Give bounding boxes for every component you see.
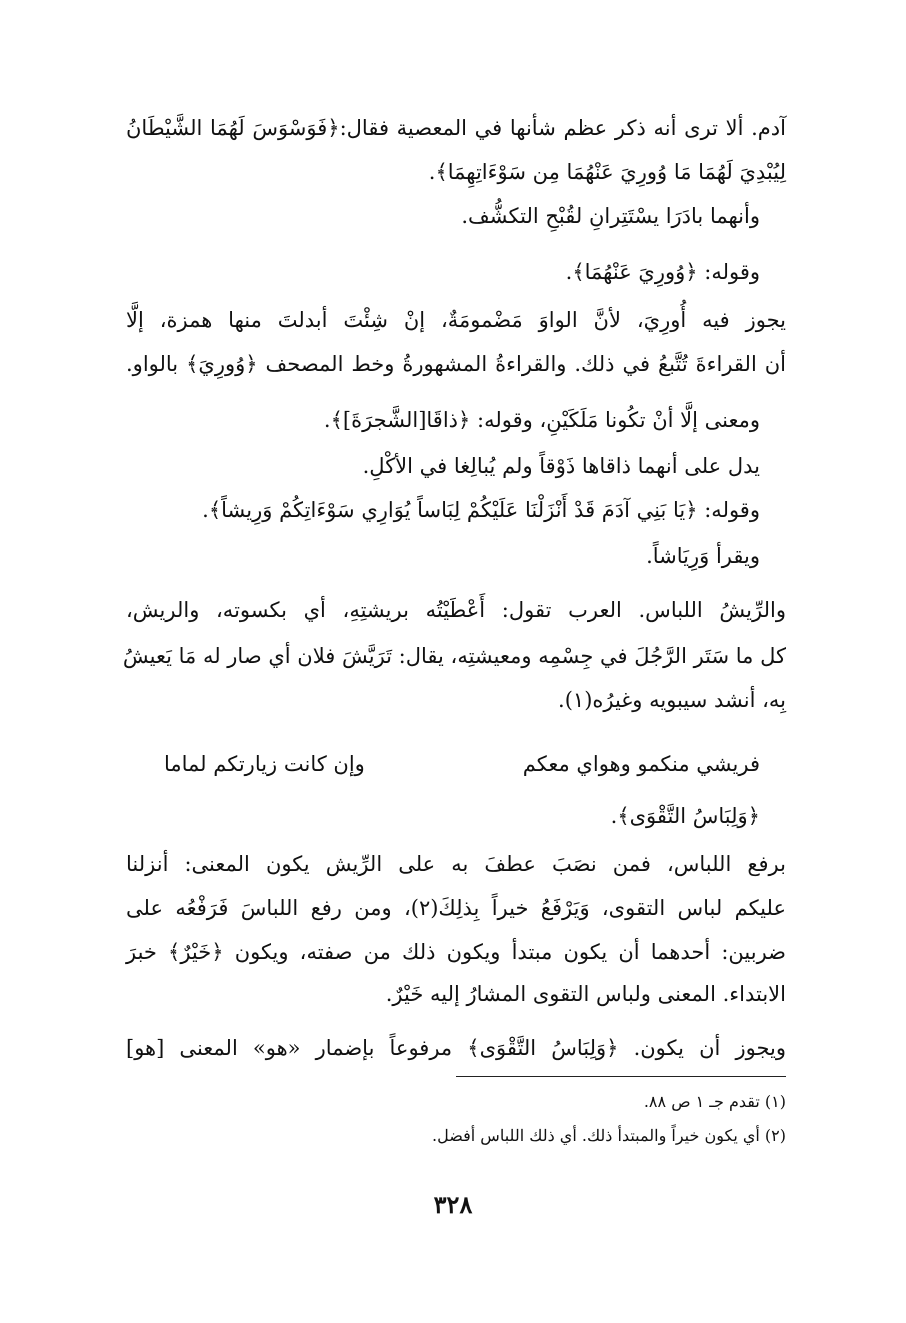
text-line: الابتداء. المعنى ولباس التقوى المشارُ إليه خَيْرٌ. [385, 982, 786, 1006]
text-line: والرِّيشُ اللباس. العرب تقول: أَعْطَيْتُه بريشتِهِ، أي بكسوته، والريش، [126, 598, 786, 622]
text-line: ويجوز أن يكون. ﴿وَلِبَاسُ التَّقْوَى﴾ مرفوعاً بإضمار «هو» المعنى [هو] [126, 1036, 786, 1060]
text-line: كل ما سَتَر الرَّجُلَ في جِسْمِه ومعيشتِه، يقال: تَرَيَّشَ فلان أي صار له مَا يَعيشُ [122, 644, 786, 668]
text-line: لِيُبْدِيَ لَهُمَا مَا وُورِيَ عَنْهُمَا مِن سَوْءَاتِهِمَا﴾. [428, 160, 786, 184]
footnote-separator [456, 1076, 786, 1077]
text-line: يدل على أنهما ذاقاها ذَوْقاً ولم يُبالِغا في الأكْلِ. [362, 454, 760, 478]
text-line: أن القراءةَ تُتَّبعُ في ذلك. والقراءةُ المشهورةُ وخط المصحف ﴿وُورِيَ﴾ بالواو. [126, 352, 786, 376]
text-line: ﴿وَلِبَاسُ التَّقْوَى﴾. [610, 804, 760, 828]
text-line: ومعنى إلَّا أنْ تكُونا مَلَكَيْنِ، وقوله: ﴿ذاقَا[الشَّجرَةَ]﴾. [323, 408, 760, 432]
text-line: وأنهما بادَرَا يسْتَتِرانِ لقُبْحِ التكشُّف. [461, 204, 760, 228]
footnote: (١) تقدم جـ ١ ص ٨٨. [643, 1092, 786, 1111]
footnote: (٢) أي يكون خيراً والمبتدأ ذلك. أي ذلك اللباس أفضل. [432, 1126, 786, 1145]
text-line: ويقرأ وَرِيَاشاً. [646, 544, 760, 568]
text-line: آدم. ألا ترى أنه ذكر عظم شأنها في المعصية فقال:﴿فَوَسْوَسَ لَهُمَا الشَّيْطَانُ [126, 116, 786, 140]
text-line: بِه، أنشد سيبويه وغيرُه(١). [558, 688, 786, 712]
text-line: وقوله: ﴿يَا بَنِي آدَمَ قَدْ أَنْزَلْنَا عَلَيْكُمْ لِبَاساً يُوَارِي سَوْءَاتِكُمْ وَرِيشاً﴾. [202, 498, 760, 522]
verse-first-hemistich: فريشي منكمو وهواي معكم [522, 752, 760, 776]
page-number: ٣٢٨ [433, 1190, 473, 1219]
text-line: برفع اللباس، فمن نصَبَ عطفَ به على الرِّيش يكون المعنى: أنزلنا [126, 852, 786, 876]
text-line: وقوله: ﴿وُورِيَ عَنْهُمَا﴾. [565, 260, 760, 284]
text-line: يجوز فيه أُورِيَ، لأنَّ الواوَ مَضْمومَةٌ، إنْ شِئْتَ أبدلتَ منها همزة، إلَّا [126, 308, 786, 332]
text-line: عليكم لباس التقوى، وَيَرْفَعُ خيراً بِذلِكَ(٢)، ومن رفع اللباسَ فَرَفْعُه على [126, 896, 786, 920]
text-line: ضربين: أحدهما أن يكون مبتدأ ويكون ذلك من صفته، ويكون ﴿خَيْرٌ﴾ خبرَ [126, 940, 786, 964]
verse-second-hemistich: وإن كانت زيارتكم لماما [164, 752, 365, 776]
